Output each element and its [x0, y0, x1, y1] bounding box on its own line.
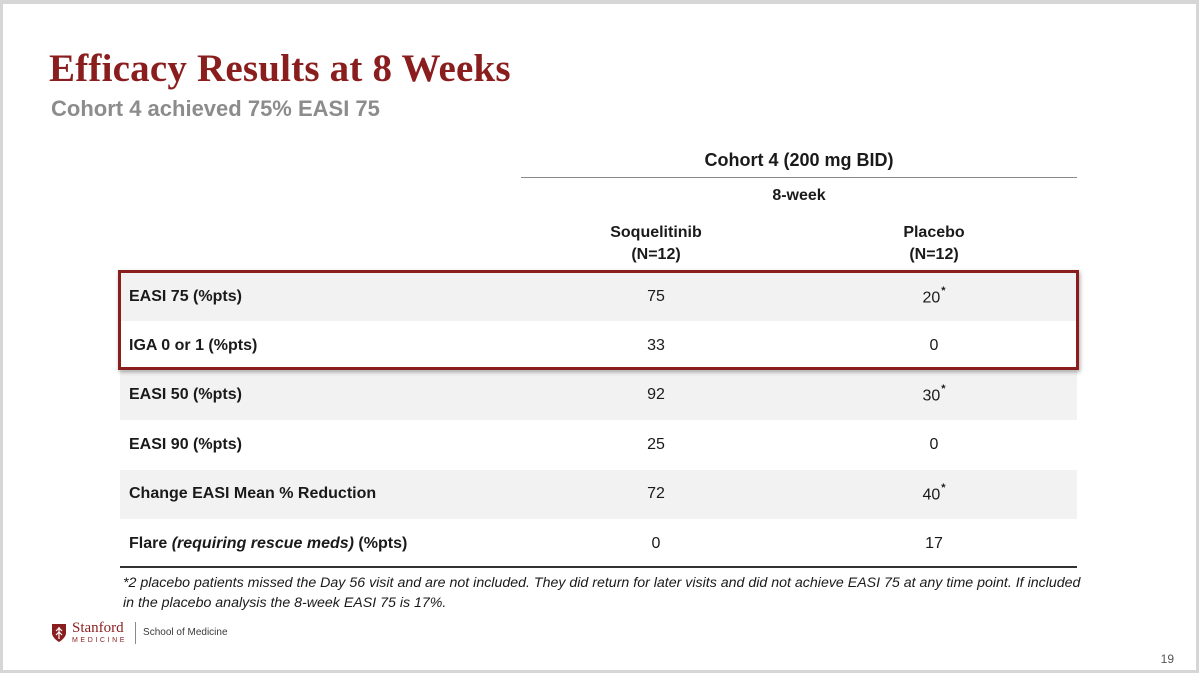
table-row [120, 470, 1077, 519]
slide-subtitle: Cohort 4 achieved 75% EASI 75 [51, 96, 380, 121]
results-table [120, 272, 1077, 568]
column-name: Placebo [903, 224, 965, 241]
row-label-italic: (requiring rescue meds) [171, 534, 354, 552]
table-row [120, 519, 1077, 568]
placebo-value: 40 [922, 486, 941, 504]
placebo-cell [795, 535, 1073, 553]
row-label: EASI 90 (%pts) [129, 435, 242, 453]
logo-wordmark [72, 621, 127, 644]
footnote-marker: * [941, 482, 946, 495]
row-label-part: (%pts) [353, 534, 408, 552]
slide-title: Efficacy Results at 8 Weeks [49, 47, 511, 90]
cohort-group-header: Cohort 4 (200 mg BID) [704, 150, 894, 170]
column-header-placebo [795, 222, 1073, 266]
logo-school-name: School of Medicine [143, 627, 228, 638]
placebo-cell [795, 484, 1073, 504]
logo-wordmark-bottom: MEDICINE [72, 637, 128, 644]
footnote: *2 placebo patients missed the Day 56 visit and are not included. They did return for later visits and did not achieve EASI 75 at any time point. If included in the placebo analysis the 8-week EASI 75 is 17%. [123, 575, 1081, 611]
table-row [120, 371, 1077, 420]
timepoint-header: 8-week [772, 187, 826, 204]
soquelitinib-value: 0 [651, 534, 661, 552]
row-label: EASI 75 (%pts) [129, 287, 242, 305]
page-number: 19 [1160, 652, 1174, 666]
soquelitinib-value: 72 [647, 485, 665, 503]
table-bottom-rule [120, 566, 1077, 568]
soquelitinib-value: 75 [647, 287, 665, 305]
placebo-cell [795, 385, 1073, 405]
placebo-value: 0 [929, 337, 939, 355]
table-row [120, 272, 1077, 321]
placebo-value: 30 [922, 387, 941, 405]
placebo-value: 0 [929, 435, 939, 453]
placebo-value: 20 [922, 288, 941, 306]
placebo-cell [795, 436, 1073, 454]
row-label [129, 535, 407, 553]
group-header-rule [521, 177, 1077, 178]
footnote-marker: * [941, 383, 946, 396]
row-label: EASI 50 (%pts) [129, 386, 242, 404]
column-name: Soquelitinib [610, 224, 702, 241]
row-label: IGA 0 or 1 (%pts) [129, 337, 258, 355]
placebo-cell [795, 284, 1073, 307]
soquelitinib-value: 92 [647, 386, 665, 404]
logo-wordmark-top: Stanford [72, 620, 124, 636]
placebo-value: 17 [925, 534, 943, 552]
soquelitinib-value: 25 [647, 435, 665, 453]
column-n: (N=12) [909, 246, 959, 263]
stanford-shield-icon [51, 623, 67, 643]
stanford-medicine-logo [51, 621, 228, 644]
column-n: (N=12) [631, 246, 681, 263]
logo-divider [135, 622, 136, 644]
row-label-part: Flare [129, 534, 172, 552]
table-row [120, 420, 1077, 469]
placebo-cell [795, 337, 1073, 355]
column-header-soquelitinib [517, 222, 795, 266]
row-label: Change EASI Mean % Reduction [129, 485, 377, 503]
soquelitinib-value: 33 [647, 337, 665, 355]
footnote-marker: * [941, 284, 946, 297]
table-row [120, 321, 1077, 370]
